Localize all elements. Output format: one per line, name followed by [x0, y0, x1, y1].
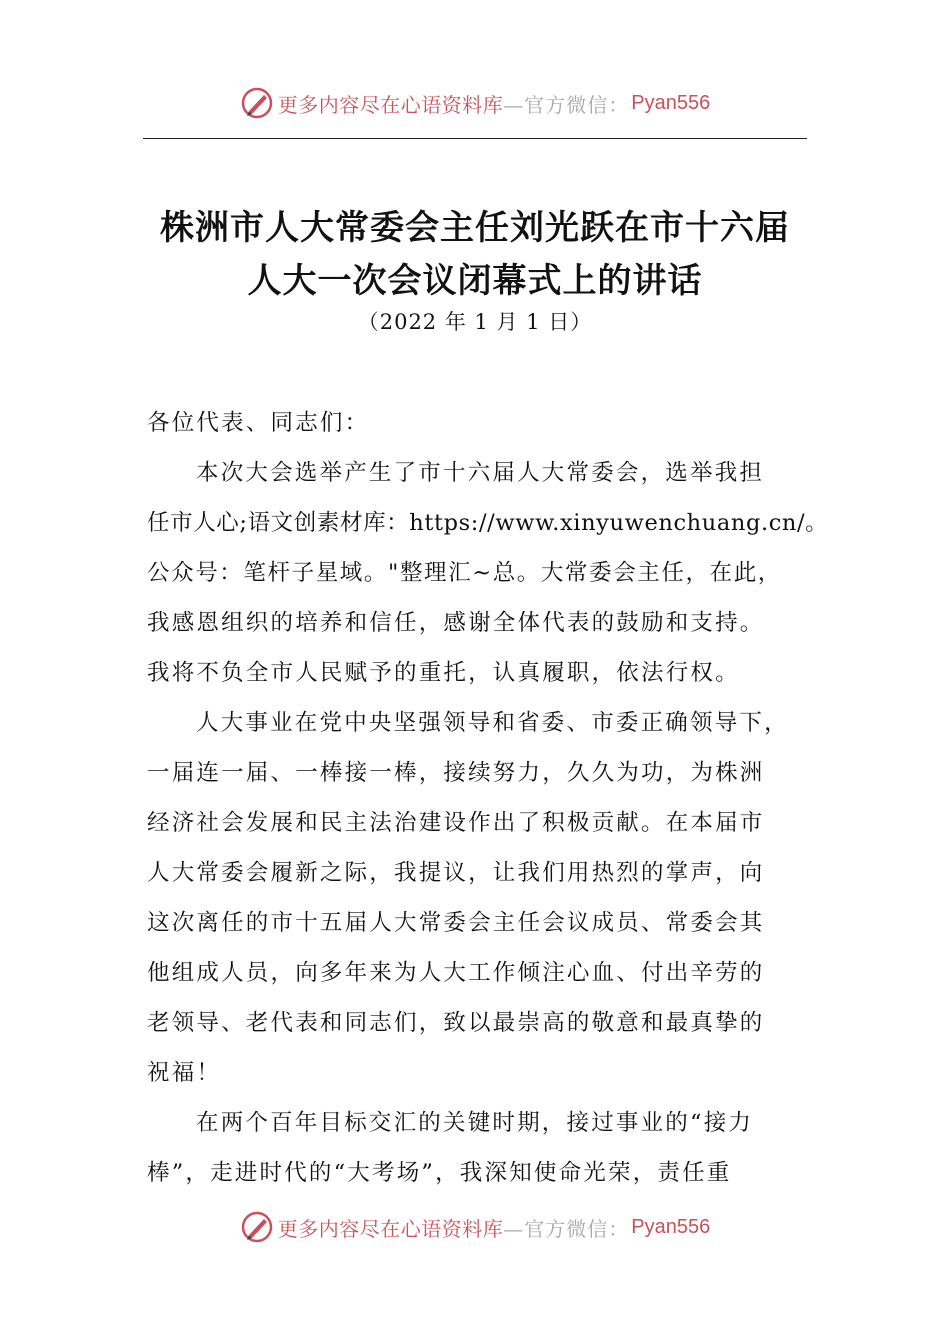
paragraph-line: 本次大会选举产生了市十六届人大常委会，选举我担 — [196, 460, 765, 486]
header-banner — [0, 83, 950, 123]
paragraph-line: 我将不负全市人民赋予的重托，认真履职，依法行权。 — [147, 660, 740, 686]
paragraph-line: 人大常委会履新之际，我提议，让我们用热烈的掌声，向 — [147, 860, 765, 886]
footer-banner — [0, 1207, 950, 1247]
banner-site-text: 更多内容尽在心语资料库 — [277, 1216, 504, 1241]
banner-wechat-id: Pyan556 — [631, 1215, 711, 1238]
paragraph-line: 人大事业在党中央坚强领导和省委、市委正确领导下， — [196, 710, 789, 736]
salutation: 各位代表、同志们： — [147, 410, 370, 436]
paragraph-line: 一届连一届、一棒接一棒，接续努力，久久为功，为株洲 — [147, 760, 765, 786]
pen-logo-icon — [240, 1210, 274, 1244]
banner-official-text: —官方微信： — [503, 1216, 630, 1241]
header-divider — [143, 138, 807, 139]
document-date: （2022 年 1 月 1 日） — [357, 310, 593, 334]
paragraph-line: 我感恩组织的培养和信任，感谢全体代表的鼓励和支持。 — [147, 610, 765, 636]
paragraph-line: 这次离任的市十五届人大常委会主任会议成员、常委会其 — [147, 910, 765, 936]
paragraph-line: 在两个百年目标交汇的关键时期，接过事业的“接力 — [196, 1110, 754, 1136]
document-title-line-2: 人大一次会议闭幕式上的讲话 — [247, 261, 703, 301]
banner-wechat-id: Pyan556 — [631, 91, 711, 114]
paragraph-line: 老领导、老代表和同志们，致以最崇高的敬意和最真挚的 — [147, 1010, 765, 1036]
document-title-line-1: 株洲市人大常委会主任刘光跃在市十六届 — [160, 208, 790, 248]
paragraph-line: 他组成人员，向多年来为人大工作倾注心血、付出辛劳的 — [147, 960, 765, 986]
banner-site-text: 更多内容尽在心语资料库 — [277, 92, 504, 117]
paragraph-line: 任市人心;语文创素材库：https://www.xinyuwenchuang.cn/。 — [147, 510, 829, 536]
paragraph-line: 棒”，走进时代的“大考场”，我深知使命光荣，责任重 — [147, 1160, 732, 1186]
paragraph-line: 祝福！ — [147, 1060, 222, 1086]
paragraph-line: 经济社会发展和民主法治建设作出了积极贡献。在本届市 — [147, 810, 765, 836]
banner-official-text: —官方微信： — [503, 92, 630, 117]
pen-logo-icon — [240, 86, 274, 120]
paragraph-line: 公众号：笔杆子星域。"整理汇~总。大常委会主任，在此， — [147, 560, 782, 586]
